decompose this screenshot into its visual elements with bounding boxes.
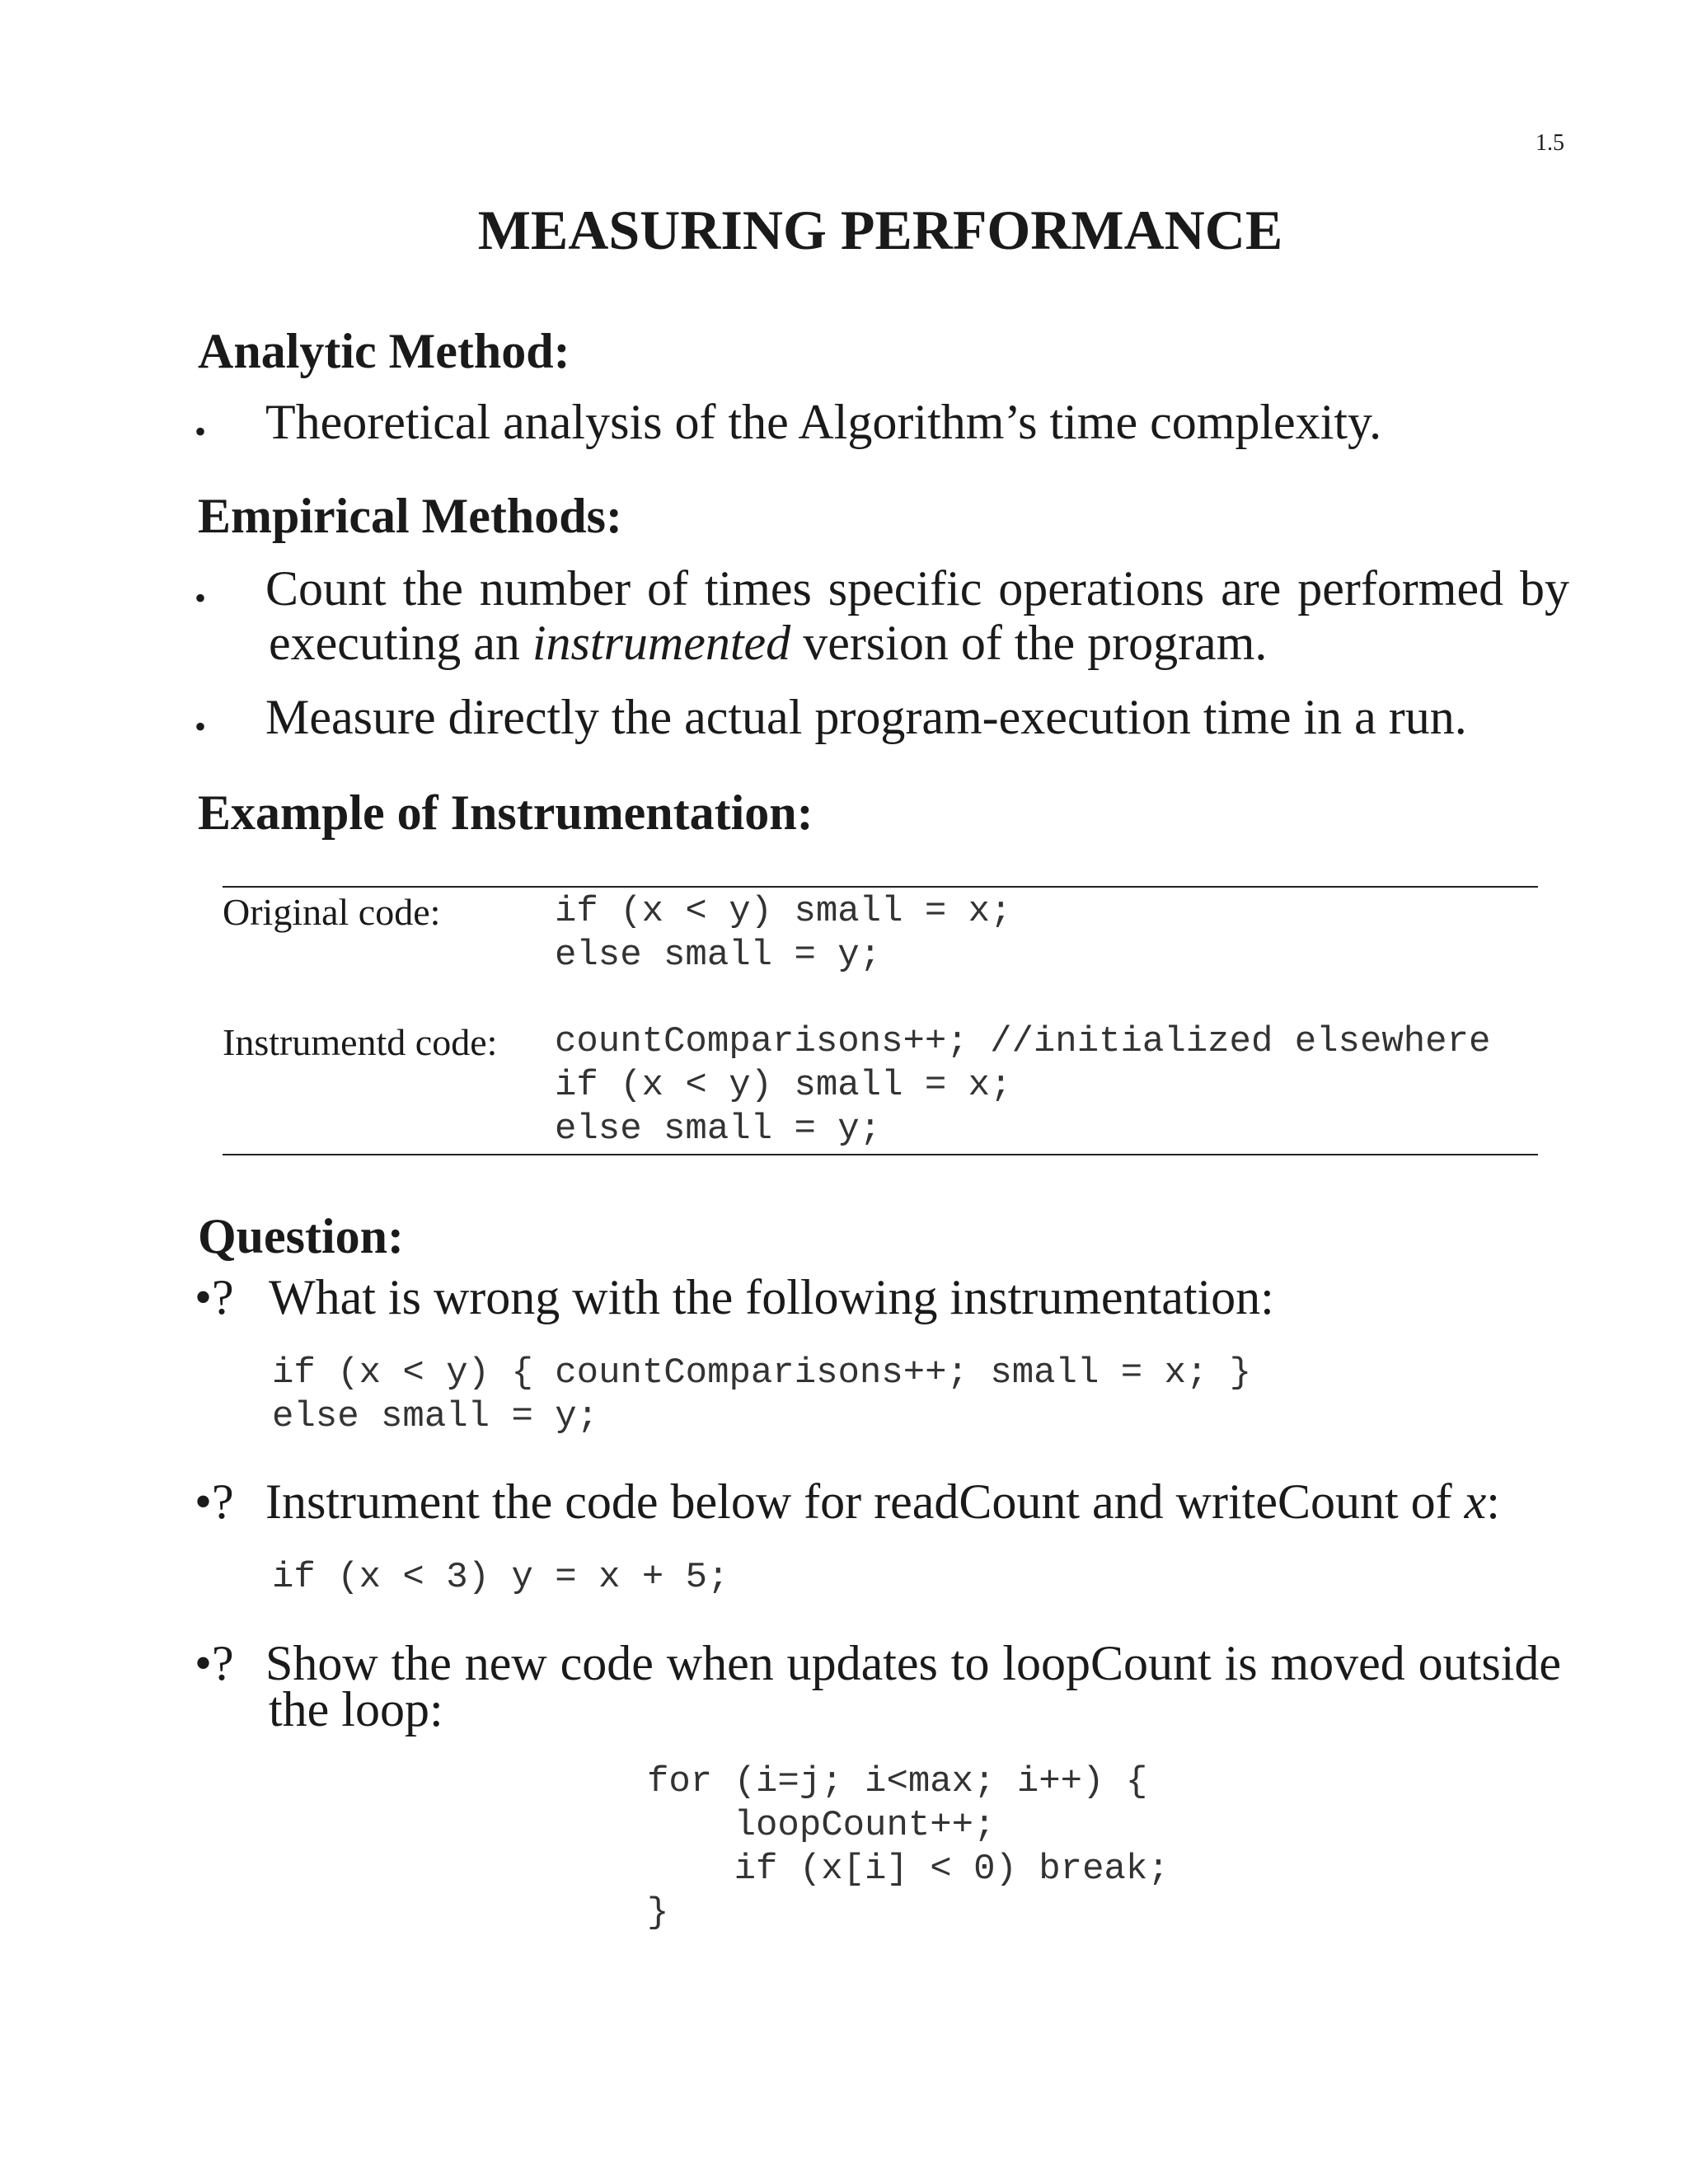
- q3-code-line-4: }: [647, 1892, 669, 1933]
- bullet-icon: •: [195, 579, 207, 616]
- instrumented-code-line-2: if (x < y) small = x;: [555, 1065, 1012, 1106]
- analytic-heading: Analytic Method:: [198, 324, 570, 378]
- page-title: MEASURING PERFORMANCE: [477, 199, 1283, 261]
- page-number: 1.5: [1536, 130, 1564, 156]
- table-top-rule: [223, 886, 1538, 888]
- instrumented-code-line-3: else small = y;: [555, 1108, 882, 1150]
- question-3-line-2: the loop:: [269, 1682, 443, 1736]
- bullet-icon: •: [195, 413, 207, 450]
- question-marker: •?: [195, 1270, 234, 1324]
- instrumented-code-label: Instrumentd code:: [223, 1021, 498, 1063]
- q3-code-line-2: loopCount++;: [647, 1805, 996, 1846]
- empirical-heading: Empirical Methods:: [198, 489, 622, 543]
- table-bottom-rule: [223, 1154, 1538, 1155]
- empirical-item-2: Measure directly the actual program-execution time in a run.: [265, 690, 1467, 744]
- bullet-icon: •: [195, 708, 207, 745]
- q1-code-line-1: if (x < y) { countComparisons++; small = x; }: [272, 1352, 1252, 1394]
- question-marker: •?: [195, 1474, 234, 1529]
- question-1: What is wrong with the following instrumentation:: [269, 1270, 1274, 1324]
- empirical-item-1-line-1: Count the number of times specific operations are performed by: [265, 561, 1569, 616]
- emphasis-instrumented: instrumented: [532, 616, 791, 670]
- question-3-line-1: Show the new code when updates to loopCount is moved outside: [265, 1636, 1561, 1690]
- q3-code-line-1: for (i=j; i<max; i++) {: [647, 1761, 1148, 1802]
- q2-code-line-1: if (x < 3) y = x + 5;: [272, 1557, 729, 1598]
- variable-x: x: [1464, 1474, 1487, 1529]
- original-code-line-1: if (x < y) small = x;: [555, 891, 1012, 932]
- empirical-item-1-line-2: executing an instrumented version of the program.: [269, 616, 1268, 670]
- example-heading: Example of Instrumentation:: [198, 785, 814, 840]
- analytic-item: Theoretical analysis of the Algorithm’s time complexity.: [265, 395, 1382, 449]
- question-marker: •?: [195, 1636, 234, 1690]
- question-heading: Question:: [198, 1209, 405, 1263]
- original-code-label: Original code:: [223, 891, 441, 933]
- original-code-line-2: else small = y;: [555, 935, 882, 976]
- question-2: Instrument the code below for readCount and writeCount of x:: [265, 1474, 1500, 1529]
- instrumented-code-line-1: countComparisons++; //initialized elsewhere: [555, 1021, 1491, 1062]
- q3-code-line-3: if (x[i] < 0) break;: [647, 1849, 1170, 1890]
- q1-code-line-2: else small = y;: [272, 1396, 599, 1437]
